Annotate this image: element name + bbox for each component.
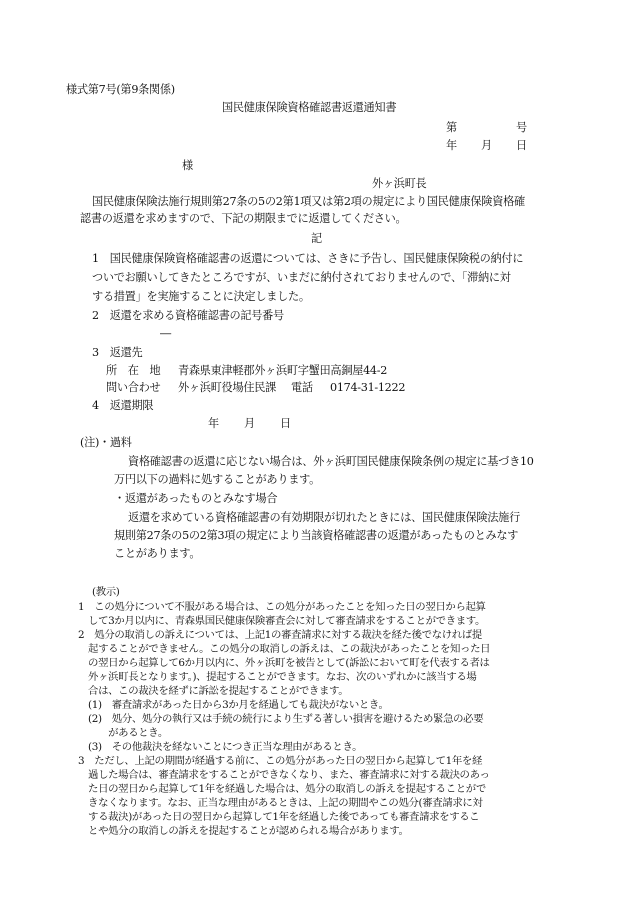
deadline-day: 日 (280, 417, 291, 430)
instruction-line: 3 ただし、上記の期間が経過する前に、この処分があった日の翌日から起算して1年を経 (78, 755, 482, 767)
item1-line: する措置」を実施することに決定しました。 (92, 290, 310, 303)
contact-label: 問い合わせ (106, 381, 161, 394)
phone-value: 0174-31-1222 (330, 381, 406, 394)
instruction-line: する裁決)があった日の翌日から起算して1年を経過した後であっても審査請求をするこ (78, 811, 480, 823)
issue-date-day: 日 (516, 139, 527, 152)
ki-heading: 記 (311, 232, 322, 245)
deemed-line: 規則第27条の5の2第3項の規定により当該資格確認書の返還があったものとみなす (114, 529, 519, 542)
instruction-line: とや処分の取消しの訴えを提起することが認められる場合があります。 (78, 825, 409, 837)
contact-value: 外ヶ浜町役場住民課 (178, 381, 276, 394)
sender-name: 外ヶ浜町長 (372, 177, 427, 190)
instruction-line: 1 この処分について不服がある場合は、この処分があったことを知った日の翌日から起算 (78, 601, 486, 613)
instruction-line: して3か月以内に、青森県国民健康保険審査会に対して審査請求をすることができます。 (78, 615, 486, 627)
item1-line: 1 国民健康保険資格確認書の返還については、さきに予告し、国民健康保険税の納付に (92, 252, 524, 265)
document-title: 国民健康保険資格確認書返還通知書 (222, 101, 397, 114)
item3-heading: 3 返還先 (92, 346, 143, 359)
instruction-line: (3) その他裁決を経ないことにつき正当な理由があるとき。 (78, 741, 363, 753)
issue-date-year: 年 (446, 139, 457, 152)
instruction-heading: (教示) (92, 586, 120, 598)
item2-heading: 2 返還を求める資格確認書の記号番号 (92, 309, 284, 322)
phone-label: 電話 (291, 381, 313, 394)
intro-line: 認書の返還を求めますので、下記の期限までに返還してください。 (80, 212, 407, 225)
item1-line: ついでお願いしてきたところですが、いまだに納付されておりませんので、「滞納に対 (92, 271, 511, 284)
instruction-line: (1) 審査請求があった日から3か月を経過しても裁決がないとき。 (78, 699, 389, 711)
instruction-line: (2) 処分、処分の執行又は手続の続行により生ずる著しい損害を避けるため緊急の必要 (78, 713, 484, 725)
instruction-line: 外ヶ浜町長となります。)、提起することができます。なお、次のいずれかに該当する場 (78, 671, 477, 683)
instruction-line: きなくなります。なお、正当な理由があるときは、上記の期間やこの処分(審査請求に対 (78, 797, 483, 809)
form-number: 様式第7号(第9条関係) (66, 83, 175, 96)
intro-line: 国民健康保険法施行規則第27条の5の2第1項又は第2項の規定により国民健康保険資格確 (92, 195, 525, 208)
deemed-line: 返還を求めている資格確認書の有効期限が切れたときには、国民健康保険法施行 (128, 511, 520, 524)
document-number-prefix: 第 (446, 121, 457, 134)
fine-line: 資格確認書の返還に応じない場合は、外ヶ浜町国民健康保険条例の規定に基づき10 (128, 455, 534, 468)
document-number-suffix: 号 (516, 121, 527, 134)
instruction-line: 起することができません。この処分の取消しの訴えは、この裁決があったことを知った日 (78, 643, 491, 655)
notes-label: (注)・過料 (80, 436, 132, 449)
address-value: 青森県東津軽郡外ヶ浜町字蟹田高銅屋44-2 (178, 364, 388, 377)
issue-date-month: 月 (481, 139, 492, 152)
instruction-line: があるとき。 (78, 727, 168, 739)
deemed-heading: ・返還があったものとみなす場合 (114, 492, 278, 505)
addressee-suffix: 様 (182, 159, 193, 172)
item2-number-dash: ― (160, 327, 171, 340)
instruction-line: 過した場合は、審査請求をすることができなくなり、また、審査請求に対する裁決のあっ (78, 769, 490, 781)
deemed-line: ことがあります。 (114, 547, 201, 560)
instruction-line: 2 処分の取消しの訴えについては、上記1の審査請求に対する裁決を経た後でなければ提 (78, 629, 482, 641)
address-label: 所 在 地 (106, 364, 161, 377)
deadline-year: 年 (208, 417, 219, 430)
item4-heading: 4 返還期限 (92, 399, 154, 412)
instruction-line: の翌日から起算して6か月以内に、外ヶ浜町を被告として(訴訟において町を代表する者は (78, 657, 490, 669)
instruction-line: 合は、この裁決を経ずに訴訟を提起することができます。 (78, 685, 349, 697)
deadline-month: 月 (244, 417, 255, 430)
instruction-line: た日の翌日から起算して1年を経過した場合は、処分の取消しの訴えを提起することがで (78, 783, 486, 795)
fine-line: 万円以下の過料に処することがあります。 (114, 473, 320, 486)
